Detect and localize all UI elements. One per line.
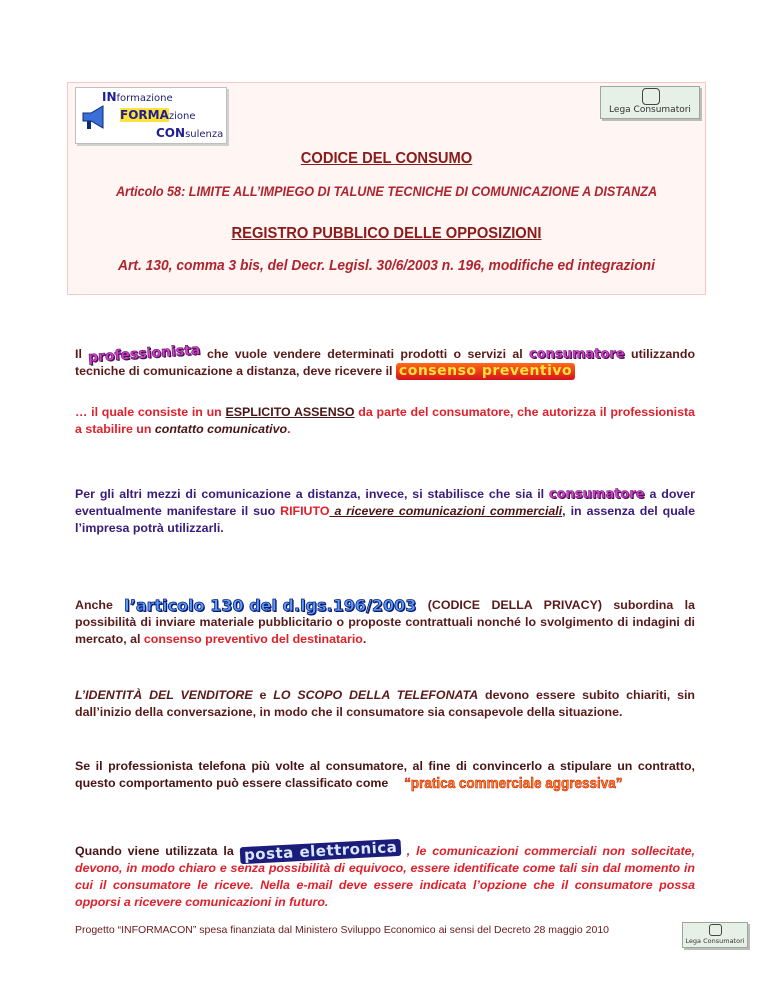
informacon-logo: INformazione FORMAzione CONsulenza — [75, 87, 227, 144]
paragraph-posta-elettronica: Quando viene utilizzata la posta elettronica , le comunicazioni commerciali non sollecitate, devono, in modo chiaro e senza possibilità di equivoco, essere identificate come tali sin dal momento in cui il consumatore le riceve. Nella e-mail deve essere indicata l’opzione che il consumatore possa opporsi a ricevere comunicazioni in futuro. — [75, 838, 695, 910]
paragraph-identita-venditore: L’IDENTITÀ DEL VENDITORE e LO SCOPO DELLA TELEFONATA devono essere subito chiariti, sin dall’inizio della conversazione, in modo che il consumatore sia consapevole della situazione. — [75, 688, 695, 719]
title-codice-consumo: CODICE DEL CONSUMO — [300, 150, 473, 167]
footer-text: Progetto “INFORMACON” spesa finanziata dal Ministero Sviluppo Economico ai sensi del Decreto 28 maggio 2010 — [75, 924, 610, 936]
megaphone-icon — [79, 102, 109, 132]
footer-logo-text: Lega Consumatori — [685, 937, 745, 945]
wordart-articolo-130: l’articolo 130 del d.lgs.196/2003 — [124, 596, 417, 616]
footer-lega-logo — [682, 922, 748, 948]
wordart-consenso-preventivo: consenso preventivo — [396, 363, 575, 380]
lega-logo-mark-icon — [642, 88, 660, 105]
wordart-consumatore-2: consumatore — [549, 487, 645, 503]
paragraph-esplicito-assenso: … il quale consiste in un ESPLICITO ASSENSO da parte del consumatore, che autorizza il professionista a stabilire un contatto comunicativo. — [75, 405, 696, 436]
paragraph-pratica-aggressiva: Se il professionista telefona più volte al consumatore, al fine di convincerlo a stipulare un contratto, questo comportamento può essere classificato come “pratica commerciale aggressiva” — [75, 759, 695, 793]
lega-consumatori-logo — [600, 86, 700, 119]
subtitle-art-130: Art. 130, comma 3 bis, del Decr. Legisl. 30/6/2003 n. 196, modifiche ed integrazioni — [118, 257, 655, 274]
subtitle-articolo-58: Articolo 58: LIMITE ALL’IMPIEGO DI TALUNE TECNICHE DI COMUNICAZIONE A DISTANZA — [115, 183, 658, 199]
lega-logo-text: Lega Consumatori — [609, 105, 691, 115]
paragraph-professionista: Il professionista che vuole vendere determinati prodotti o servizi al consumatore utilizzando tecniche di comunicazione a distanza, deve ricevere il consenso preventivo — [75, 342, 696, 380]
title-registro-opposizioni: REGISTRO PUBBLICO DELLE OPPOSIZIONI — [231, 225, 542, 242]
footer-logo-mark-icon — [709, 924, 722, 936]
wordart-pratica-commerciale: “pratica commerciale aggressiva” — [403, 775, 623, 793]
wordart-consumatore: consumatore — [529, 347, 625, 363]
wordart-professionista: professionista — [87, 342, 202, 367]
paragraph-altri-mezzi: Per gli altri mezzi di comunicazione a distanza, invece, si stabilisce che sia il consumatore a dover eventualmente manifestare il suo RIFIUTO a ricevere comunicazioni commerciali, in assenza del quale l’impresa potrà utilizzarli. — [75, 487, 695, 536]
wordart-posta-elettronica: posta elettronica — [239, 839, 401, 864]
paragraph-articolo-130: Anche l’articolo 130 del d.lgs.196/2003 (CODICE DELLA PRIVACY) subordina la possibilità di inviare materiale pubblicitario o proposte contrattuali nonché lo svolgimento di indagini di mercato, al consenso preventivo del destinatario. — [75, 596, 695, 647]
